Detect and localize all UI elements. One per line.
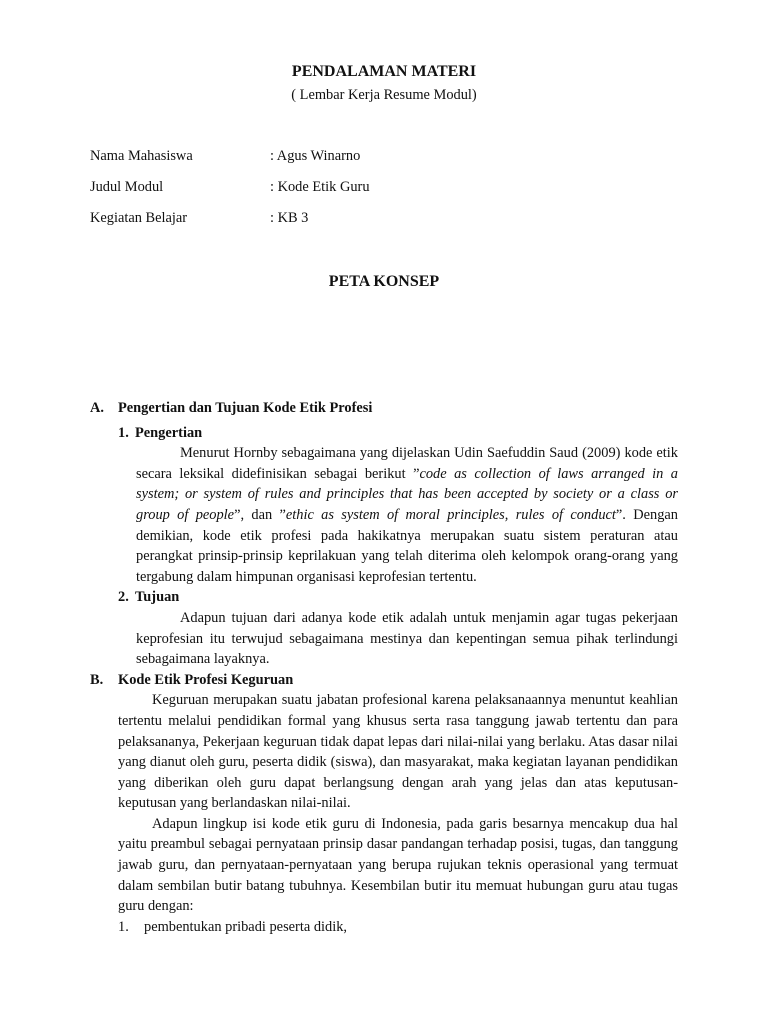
concept-map-title: PETA KONSEP — [328, 273, 440, 290]
section-b-mark: B. — [90, 671, 104, 688]
definition-quote-2: ethic as system of moral principles, rules of conduct — [285, 506, 616, 523]
identity-label: Kegiatan Belajar — [90, 210, 188, 226]
definition-text-2: ”, dan ” — [234, 506, 286, 523]
code-scope-paragraph: Adapun lingkup isi kode etik guru di Indonesia, pada garis besarnya mencakup dua hal yaitu preambul sebagai pernyataan prinsip dasar pandangan terhadap posisi, tugas, dan tanggung jawab guru, dan pernyataan-pernyataan yang berupa rujukan teknis operasional yang termuat dalam sembilan butir batang tubuhnya. Kesembilan butir itu memuat hubungan guru atau tugas guru dengan: — [118, 815, 678, 915]
identity-row-module — [90, 177, 690, 199]
subsection-1-mark: 1. — [118, 424, 129, 441]
definition-text-1: Menurut Hornby sebagaimana yang dijelaskan Udin Saefuddin Saud (2009) kode etik secara leksikal didefinisikan sebagai berikut ” — [136, 445, 678, 482]
document-subtitle: ( Lembar Kerja Resume Modul) — [291, 87, 477, 103]
purpose-paragraph: Adapun tujuan dari adanya kode etik adalah untuk menjamin agar tugas pekerjaan keprofesian itu terwujud sebagaimana mestinya dan kepentingan semua pihak terlindungi sebagaimana layaknya. — [136, 609, 678, 668]
identity-row-activity — [90, 208, 690, 230]
subsection-1-heading — [90, 423, 678, 444]
subsection-1-title: Pengertian — [135, 424, 203, 441]
identity-value: : Kode Etik Guru — [270, 179, 370, 195]
list-item-text: pembentukan pribadi peserta didik, — [144, 918, 348, 935]
document-title: PENDALAMAN MATERI — [291, 63, 477, 80]
identity-row-name — [90, 146, 690, 168]
section-a-mark: A. — [90, 400, 104, 416]
identity-label: Judul Modul — [90, 179, 164, 195]
definition-paragraph — [136, 443, 678, 587]
list-item — [118, 917, 678, 938]
list-item-mark: 1. — [118, 918, 129, 935]
identity-label: Nama Mahasiswa — [90, 148, 193, 164]
section-b-title: Kode Etik Profesi Keguruan — [118, 671, 294, 688]
subsection-2-title: Tujuan — [135, 589, 180, 606]
section-a-title: Pengertian dan Tujuan Kode Etik Profesi — [118, 400, 373, 416]
definition-quote-1: code as collection of laws arranged in a system; or system of rules and principles that has been accepted by society or a class or group of people — [136, 465, 678, 523]
definition-text-3: ”. Dengan demikian, kode etik profesi pada hakikatnya merupakan suatu sistem peraturan atau perangkat prinsip-prinsip keprilakuan yang telah diterima oleh kelompok orang-orang yang tergabung dalam himpunan organisasi keprofesian tertentu. — [136, 506, 678, 585]
teaching-profession-paragraph: Keguruan merupakan suatu jabatan profesional karena pelaksanaannya menuntut keahlian tertentu melalui pendidikan formal yang khusus serta rasa tanggung jawab tertentu dan para pelaksananya, Pekerjaan keguruan tidak dapat lepas dari nilai-nilai yang berlaku. Atas dasar nilai yang dianut oleh guru, peserta didik (siswa), dan masyarakat, maka kegiatan layanan pendidikan yang diberikan oleh guru dapat berlangsung dengan arah yang jelas dan atas keputusan-keputusan yang berlandaskan nilai-nilai. — [118, 692, 678, 812]
subsection-2-heading — [90, 587, 678, 608]
identity-value: : Agus Winarno — [270, 148, 361, 164]
document-body — [90, 398, 678, 937]
identity-value: : KB 3 — [270, 210, 309, 226]
section-a-heading — [90, 398, 678, 419]
section-b-heading — [90, 670, 678, 691]
subsection-2-mark: 2. — [118, 589, 129, 606]
